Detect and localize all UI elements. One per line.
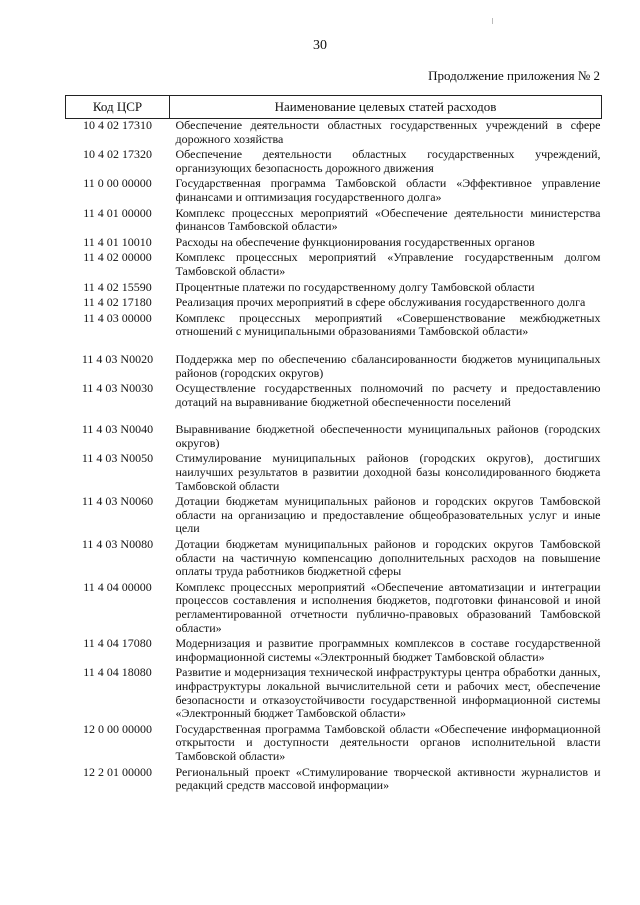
row-name: Поддержка мер по обеспечению сбалансированности бюджетов муниципальных районов (городских округов) — [175, 351, 601, 380]
row-name: Комплекс процессных мероприятий «Обеспечение автоматизации и интеграции процессов составления и исполнения бюджетов, подготовки финансовой и иной регламентированной отчетности публично-правовых образований Тамбовской области» — [175, 579, 601, 635]
header-name: Наименование целевых статей расходов — [170, 96, 602, 119]
row-code: 11 4 04 18080 — [83, 665, 152, 680]
table-row — [66, 666, 602, 722]
table-row — [66, 148, 602, 177]
table-row — [66, 119, 602, 149]
table-row — [66, 207, 602, 236]
row-code: 11 4 01 00000 — [83, 205, 152, 220]
row-code: 11 4 03 00000 — [83, 310, 152, 325]
table-row — [66, 766, 602, 795]
row-name: Комплекс процессных мероприятий «Обеспечение деятельности министерства финансов Тамбовской области» — [175, 205, 601, 234]
row-name: Расходы на обеспечение функционирования государственных органов — [175, 234, 535, 249]
table-row — [66, 538, 602, 581]
row-code: 11 4 03 N0080 — [81, 537, 154, 552]
row-code: 11 4 03 N0040 — [81, 422, 154, 437]
row-code: 10 4 02 17320 — [83, 147, 152, 162]
table-row — [66, 495, 602, 538]
table-row — [66, 382, 602, 423]
table-row — [66, 423, 602, 452]
row-name: Стимулирование муниципальных районов (городских округов), достигших наилучших результатов в развитии доходной базы консолидированного бюджета Тамбовской области — [175, 451, 601, 493]
table-row — [66, 236, 602, 252]
table-row — [66, 353, 602, 382]
row-name: Осуществление государственных полномочий по расчету и предоставлению дотаций на выравнивание бюджетной обеспеченности поселений — [175, 381, 601, 409]
table-row — [66, 452, 602, 495]
row-code: 11 4 04 00000 — [83, 579, 152, 594]
row-name: Развитие и модернизация технической инфраструктуры центра обработки данных, инфраструктуры локальной вычислительной сети и рабочих мест, обеспечение безопасности и отказоустойчивости государственной информационной системы «Электронный бюджет Тамбовской области» — [175, 665, 601, 721]
row-name: Государственная программа Тамбовской области «Эффективное управление финансами и оптимизация государственного долга» — [175, 176, 601, 204]
row-name: Выравнивание бюджетной обеспеченности муниципальных районов (городских округов) — [175, 422, 601, 450]
page-number: 30 — [313, 38, 327, 53]
table-row — [66, 296, 602, 312]
row-code: 11 4 04 17080 — [83, 636, 152, 651]
row-name: Обеспечение деятельности областных государственных учреждений в сфере дорожного хозяйства — [175, 118, 601, 146]
table-row — [66, 637, 602, 666]
table-row — [66, 581, 602, 637]
row-code: 11 4 03 N0060 — [81, 494, 154, 509]
row-name: Государственная программа Тамбовской области «Обеспечение информационной открытости и доступности деятельности органов исполнительной власти Тамбовской области» — [175, 721, 601, 763]
appendix-label: Продолжение приложения № 2 — [428, 68, 600, 83]
row-name: Дотации бюджетам муниципальных районов и городских округов Тамбовской области на частичную компенсацию дополнительных расходов на повышение оплаты труда работников бюджетной сферы — [175, 537, 601, 579]
row-code: 12 0 00 00000 — [83, 721, 152, 736]
table-row — [66, 251, 602, 280]
budget-codes-table — [65, 95, 602, 795]
row-code: 11 4 01 10010 — [83, 234, 152, 249]
row-code: 11 4 03 N0030 — [81, 381, 154, 396]
row-code: 11 4 02 15590 — [83, 279, 152, 294]
row-code: 11 4 02 17180 — [83, 295, 152, 310]
scan-mark — [492, 18, 493, 24]
table-header-row — [66, 96, 602, 119]
table-row — [66, 312, 602, 353]
row-code: 11 4 02 00000 — [83, 250, 152, 265]
row-name: Комплекс процессных мероприятий «Совершенствование межбюджетных отношений с муниципальными образованиями Тамбовской области» — [175, 310, 601, 339]
row-code: 11 4 03 N0020 — [81, 351, 154, 366]
row-code: 12 2 01 00000 — [83, 764, 152, 779]
header-code: Код ЦСР — [66, 96, 170, 119]
row-code: 10 4 02 17310 — [83, 118, 152, 132]
table-row — [66, 177, 602, 206]
row-code: 11 4 03 N0050 — [81, 451, 154, 466]
row-name: Комплекс процессных мероприятий «Управление государственным долгом Тамбовской области» — [175, 250, 601, 278]
row-name: Процентные платежи по государственному долгу Тамбовской области — [175, 279, 535, 294]
row-name: Региональный проект «Стимулирование творческой активности журналистов и редакций средств массовой информации» — [175, 764, 601, 793]
table-row — [66, 723, 602, 766]
row-name: Модернизация и развитие программных комплексов в составе государственной информационной системы «Электронный бюджет Тамбовской области» — [175, 636, 601, 664]
row-name: Дотации бюджетам муниципальных районов и городских округов Тамбовской области на организацию и предоставление общеобразовательных услуг и иные цели — [175, 494, 601, 536]
table-row — [66, 281, 602, 297]
row-name: Обеспечение деятельности областных государственных учреждений, организующих безопасность дорожного движения — [175, 147, 601, 175]
row-name: Реализация прочих мероприятий в сфере обслуживания государственного долга — [175, 295, 586, 310]
row-code: 11 0 00 00000 — [83, 176, 152, 191]
